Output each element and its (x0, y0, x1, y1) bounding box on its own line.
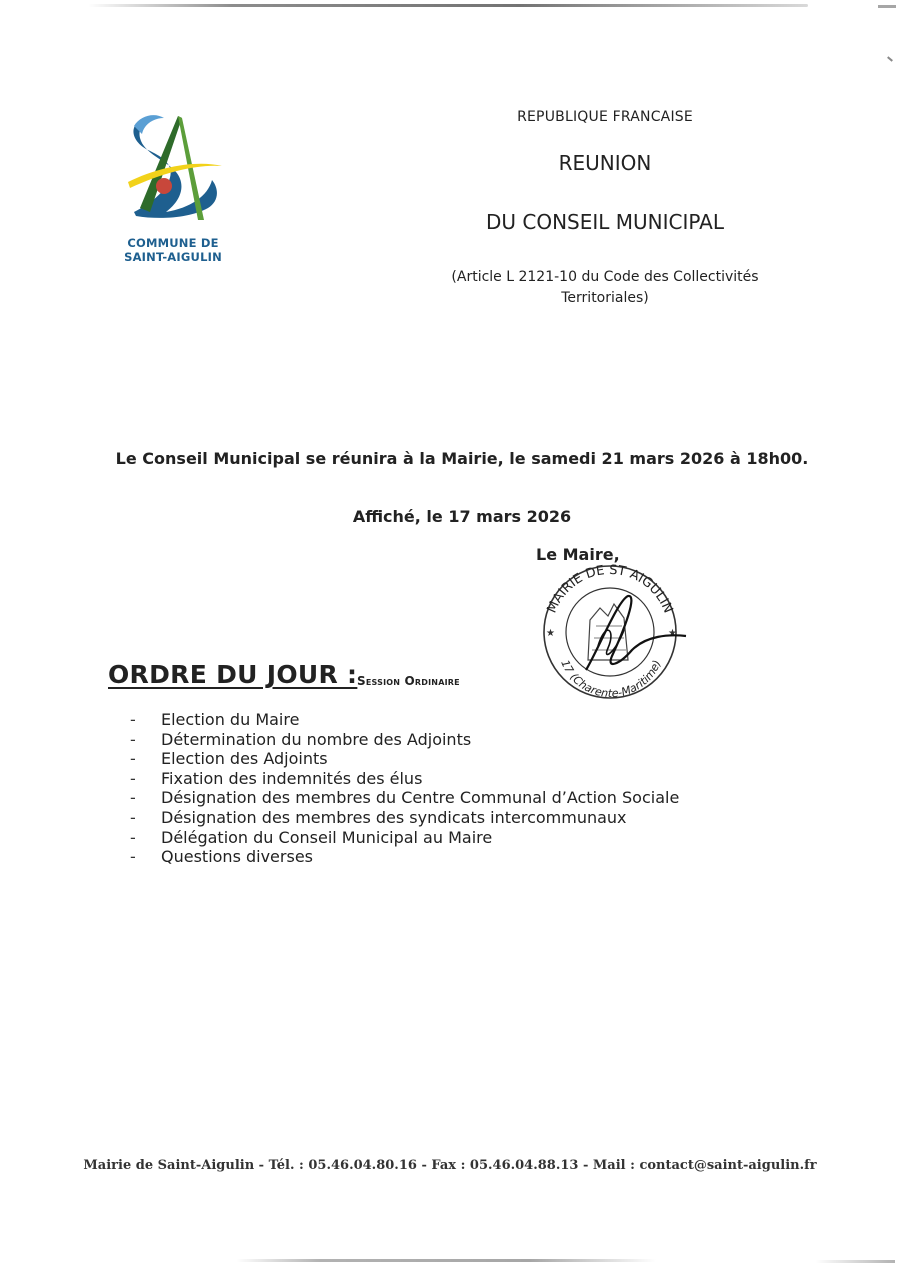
agenda-item: - Fixation des indemnités des élus (130, 768, 423, 788)
scan-edge-bottom-right (815, 1260, 895, 1263)
commune-name-line2: SAINT-AIGULIN (124, 250, 222, 264)
article-reference (440, 267, 770, 309)
article-line-1: (Article L 2121-10 du Code des Collectivités (451, 269, 759, 285)
scan-mark (887, 56, 893, 61)
meeting-announcement: Le Conseil Municipal se réunira à la Mairie, le samedi 21 mars 2026 à 18h00. (115, 449, 809, 468)
stamp-top-text: MAIRIE DE ST AIGULIN (544, 562, 676, 616)
agenda-item-text: Election du Maire (161, 710, 300, 729)
agenda-item-text: Délégation du Conseil Municipal au Maire (161, 827, 493, 847)
agenda-item: - Détermination du nombre des Adjoints (130, 729, 472, 749)
conseil-heading: DU CONSEIL MUNICIPAL (485, 210, 725, 234)
stamp-bottom-text: 17 (Charente-Maritime) (558, 657, 664, 701)
agenda-item-text: Désignation des membres des syndicats intercommunaux (161, 807, 627, 827)
agenda-item-text: Détermination du nombre des Adjoints (161, 729, 472, 749)
commune-name-line1: COMMUNE DE (127, 236, 219, 250)
svg-text:MAIRIE DE ST AIGULIN (545, 563, 676, 616)
mayor-signature-label: Le Maire, (536, 545, 620, 564)
svg-text:★: ★ (546, 628, 555, 639)
agenda-item-text: Fixation des indemnités des élus (161, 768, 423, 788)
reunion-heading: REUNION (558, 151, 652, 175)
agenda-item: - Election des Adjoints (130, 749, 328, 769)
scan-edge-top (88, 4, 808, 7)
agenda-item: - Election du Maire (130, 710, 300, 729)
article-line-2: Territoriales) (561, 290, 649, 306)
scan-edge-bottom (236, 1259, 656, 1262)
official-stamp-icon (528, 560, 698, 705)
commune-name (108, 236, 238, 264)
agenda-item: - Désignation des membres des syndicats intercommunaux (130, 807, 627, 827)
posting-date: Affiché, le 17 mars 2026 (352, 507, 572, 526)
agenda-item-text: Election des Adjoints (161, 749, 328, 769)
commune-logo-icon (120, 108, 230, 233)
svg-text:★: ★ (668, 628, 677, 639)
footer-contact: Mairie de Saint-Aigulin - Tél. : 05.46.04.80.16 - Fax : 05.46.04.88.13 - Mail : contact@saint-aigulin.fr (83, 1158, 817, 1173)
agenda-item-text: Questions diverses (161, 847, 313, 867)
session-type: Session Ordinaire (357, 674, 460, 688)
agenda-title: ORDRE DU JOUR : (108, 660, 358, 689)
republique-heading: REPUBLIQUE FRANCAISE (517, 109, 693, 125)
scan-edge-top-right (878, 5, 896, 8)
agenda-item: - Questions diverses (130, 847, 313, 867)
agenda-list (130, 710, 679, 867)
agenda-item: - Désignation des membres du Centre Communal d’Action Sociale (130, 788, 680, 808)
agenda-item-text: Désignation des membres du Centre Communal d’Action Sociale (161, 788, 680, 808)
agenda-item: - Délégation du Conseil Municipal au Maire (130, 827, 493, 847)
